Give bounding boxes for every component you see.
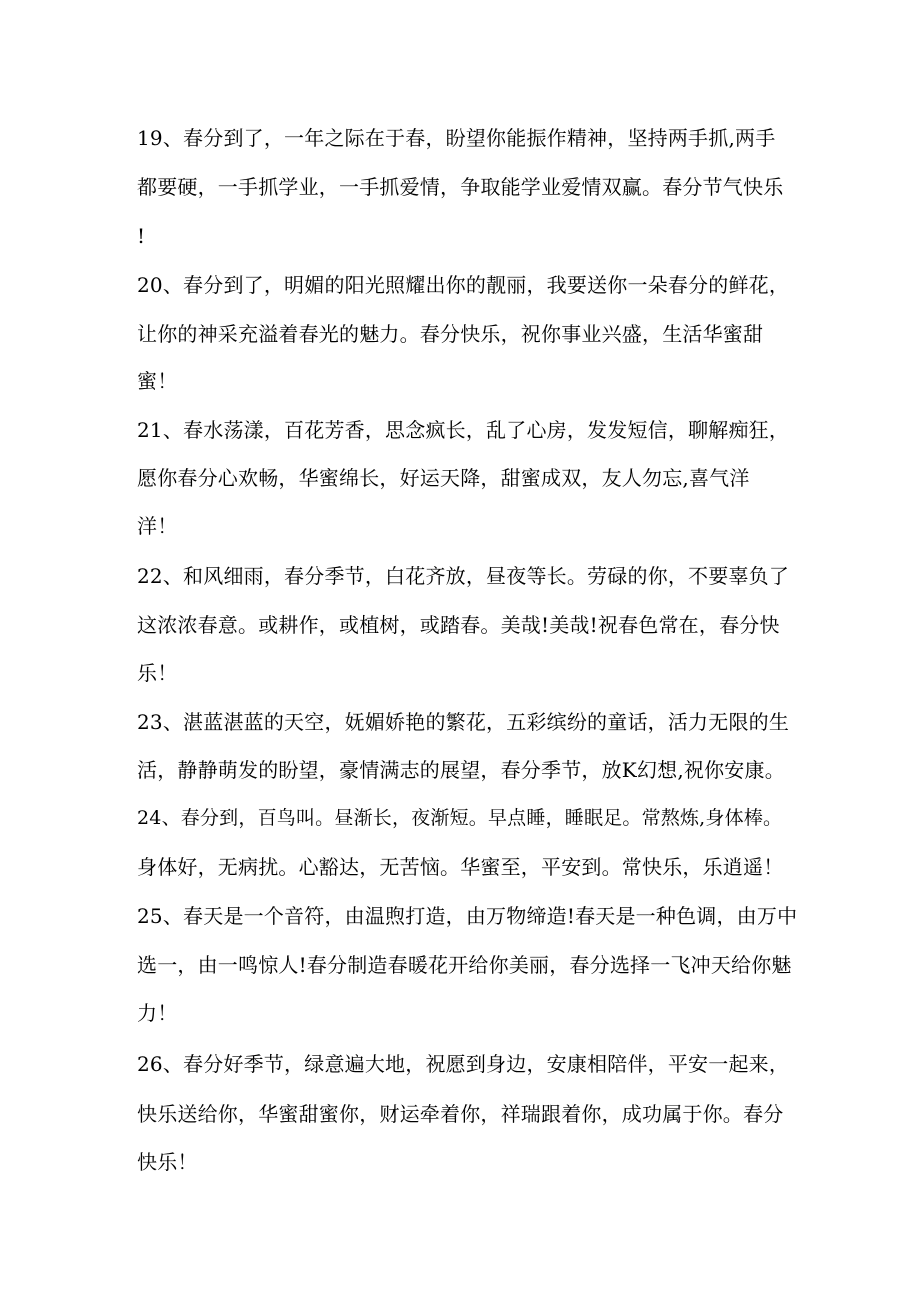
text-line: 快乐送给你，华蜜甜蜜你，财运牵着你，祥瑞跟着你，成功属于你。春分 xyxy=(137,1102,784,1126)
text-line: 25、春天是一个音符，由温煦打造，由万物缔造!春天是一种色调，由万中 xyxy=(137,904,798,928)
text-line: 愿你春分心欢畅，华蜜绵长，好运天降，甜蜜成双，友人勿忘,喜气洋 xyxy=(137,466,750,490)
text-line: 24、春分到，百鸟叫。昼渐长，夜渐短。早点睡，睡眠足。常熬炼,身体棒。 xyxy=(137,807,783,829)
text-line: 乐！ xyxy=(137,661,178,685)
text-line: 20、春分到了，明媚的阳光照耀出你的靓丽，我要送你一朵春分的鲜花， xyxy=(137,273,790,297)
text-line: 让你的神采充溢着春光的魅力。春分快乐，祝你事业兴盛，生活华蜜甜 xyxy=(137,322,764,346)
text-line: 19、春分到了，一年之际在于春，盼望你能振作精神，坚持两手抓,两手 xyxy=(137,126,776,150)
text-line: 这浓浓春意。或耕作，或植树，或踏春。美哉!美哉!祝春色常在，春分快 xyxy=(137,613,780,637)
text-line: 21、春水荡漾，百花芳香，思念疯长，乱了心房，发发短信，聊解痴狂， xyxy=(137,418,790,442)
text-line: 选一，由一鸣惊人!春分制造春暖花开给你美丽，春分选择一飞冲天给你魅 xyxy=(137,953,792,977)
text-line: 22、和风细雨，春分季节，白花齐放，昼夜等长。劳碌的你，不要辜负了 xyxy=(137,564,790,588)
text-line: 26、春分好季节，绿意遍大地，祝愿到身边，安康相陪伴，平安一起来， xyxy=(137,1052,790,1076)
text-line: 都要硬，一手抓学业，一手抓爱情，争取能学业爱情双赢。春分节气快乐 xyxy=(137,175,784,199)
text-line: 活，静静萌发的盼望，豪情满志的展望，春分季节，放K幻想,祝你安康。 xyxy=(137,758,785,782)
text-line: 洋！ xyxy=(137,514,178,538)
text-line: ! xyxy=(137,224,146,248)
text-line: 身体好，无病扰。心豁达，无苦恼。华蜜至，平安到。常快乐，乐逍遥！ xyxy=(137,855,784,879)
text-line: 蜜！ xyxy=(137,369,178,393)
text-line: 力！ xyxy=(137,1001,178,1025)
text-line: 23、湛蓝湛蓝的天空，妩媚娇艳的繁花，五彩缤纷的童话，活力无限的生 xyxy=(137,710,790,734)
text-line: 快乐！ xyxy=(137,1150,198,1174)
